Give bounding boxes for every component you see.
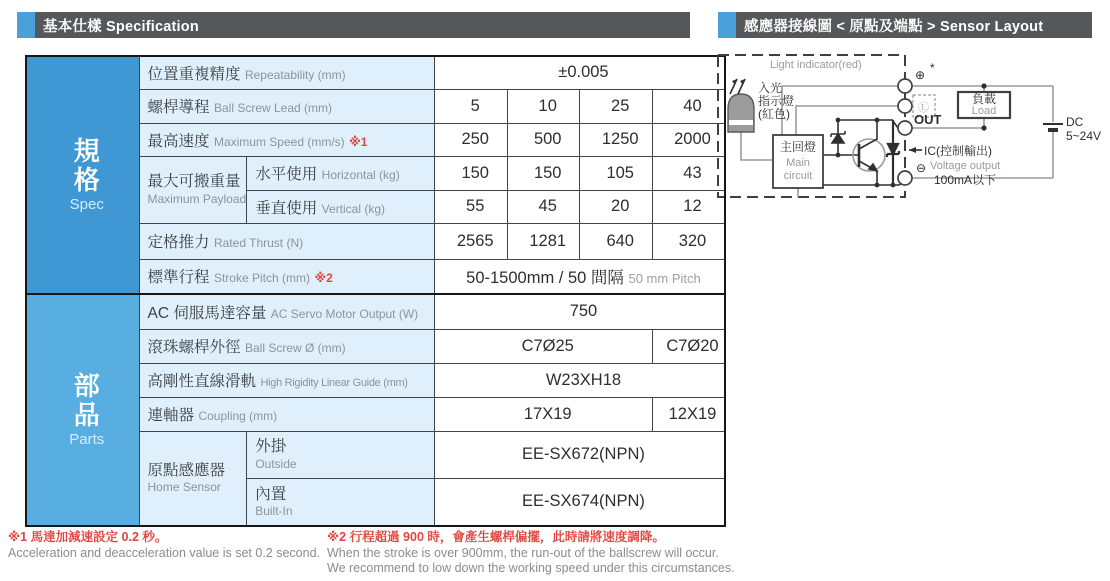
footnote-1-zh: ※1 馬達加減速設定 0.2 秒。 — [8, 530, 168, 544]
row-max-speed-label: 最高速度 Maximum Speed (mm/s) ※1 — [139, 123, 435, 156]
cell-value: 20 — [580, 190, 653, 223]
spec-title-zh: 基本仕樣 — [43, 18, 102, 35]
l-terminal-label: Ⓛ — [918, 102, 929, 114]
cell-value: C7Ø25 — [435, 329, 653, 363]
footnote-1 — [8, 530, 320, 561]
cell-value: 10 — [508, 89, 580, 123]
footnote-ref-2: ※2 — [314, 271, 333, 286]
minus-terminal-label: ⊖ — [916, 161, 927, 175]
section-parts — [26, 294, 139, 526]
cell-value: 2000 — [653, 123, 725, 156]
dc-voltage-label: 5~24V — [1066, 129, 1102, 143]
spec-header-title — [35, 15, 199, 36]
cell-value: 150 — [435, 156, 508, 190]
inner-circuit — [823, 120, 905, 185]
out-label: OUT — [914, 112, 942, 127]
home-sensor-outside-value: EE-SX672(NPN) — [435, 431, 725, 478]
row-builtin-label: 內置 Built-In — [247, 478, 435, 526]
cell-value: 12 — [653, 190, 725, 223]
led-label-line2: 指示燈 — [758, 94, 795, 108]
cell-value: 5 — [435, 89, 508, 123]
row-max-payload-group-label: 最大可搬重量 Maximum Payload — [139, 156, 247, 223]
servo-output-value: 750 — [435, 294, 725, 329]
row-horizontal-label: 水平使用 Horizontal (kg) — [247, 156, 435, 190]
cell-value: 500 — [508, 123, 580, 156]
cell-value: 320 — [653, 223, 725, 259]
terminal-minus — [898, 171, 912, 185]
plus-terminal-label: ⊕ — [915, 68, 926, 82]
cell-value: 45 — [508, 190, 580, 223]
voltage-output-label: Voltage output — [930, 160, 1001, 172]
row-stroke-pitch-label: 標準行程 Stroke Pitch (mm) ※2 — [139, 259, 435, 294]
row-outside-label: 外掛 Outside — [247, 431, 435, 478]
stroke-pitch-value: 50-1500mm / 50 間隔 50 mm Pitch — [435, 259, 725, 294]
repeatability-value: ±0.005 — [435, 56, 725, 89]
section-parts-en: Parts — [69, 430, 105, 448]
current-limit-label: 100mA以下 — [934, 173, 997, 187]
row-ballscrew-dia-label: 滾珠螺桿外徑 Ball Screw Ø (mm) — [139, 329, 435, 363]
ic-arrowhead-icon — [909, 147, 916, 153]
zener-diode-2 — [887, 120, 899, 185]
sensor-wiring-diagram — [712, 48, 1110, 238]
led-indicator-icon — [728, 79, 754, 132]
cell-value: 17X19 — [435, 397, 653, 431]
blue-square-icon — [718, 12, 736, 38]
row-ballscrew-lead-label: 螺桿導程 Ball Screw Lead (mm) — [139, 89, 435, 123]
sensor-layout-title: 感應器接線圖 < 原點及端點 > Sensor Layout — [744, 18, 1044, 35]
light-indicator-label: Light indicator(red) — [770, 59, 862, 71]
cell-value: 55 — [435, 190, 508, 223]
footnote-1-en: Acceleration and deacceleration value is set 0.2 second. — [8, 545, 320, 560]
row-rated-thrust-label: 定格推力 Rated Thrust (N) — [139, 223, 435, 259]
section-spec — [26, 56, 139, 294]
main-circuit-en2: circuit — [783, 170, 813, 182]
footnote-2-en2: We recommend to low down the working speed under this circumstances. — [327, 561, 735, 575]
cell-value: 12X19 — [653, 397, 725, 431]
footnote-2 — [327, 530, 735, 577]
spec-table — [25, 55, 726, 527]
cell-value: 640 — [580, 223, 653, 259]
led-label-line1: 入光 — [758, 81, 783, 95]
linear-guide-value: W23XH18 — [435, 363, 725, 397]
section-spec-en: Spec — [69, 195, 104, 213]
row-servo-output-label: AC 伺服馬達容量 AC Servo Motor Output (W) — [139, 294, 435, 329]
section-parts-zh: 部品 — [73, 371, 100, 430]
load-zh: 負載 — [971, 92, 997, 106]
section-spec-zh: 規格 — [73, 136, 100, 195]
cell-value: 1281 — [508, 223, 580, 259]
spec-title-en: Specification — [106, 18, 199, 35]
led-label-line3: (紅色) — [758, 107, 790, 121]
main-circuit-zh: 主回燈 — [779, 140, 817, 154]
home-sensor-builtin-value: EE-SX674(NPN) — [435, 478, 725, 526]
footnote-ref-1: ※1 — [349, 134, 368, 149]
cell-value: 40 — [653, 89, 725, 123]
cell-value: 105 — [580, 156, 653, 190]
cell-value: 2565 — [435, 223, 508, 259]
footnote-2-zh: ※2 行程超過 900 時，會產生螺桿偏擺，此時請將速度調降。 — [327, 530, 665, 544]
row-repeatability-label: 位置重複精度 Repeatability (mm) — [139, 56, 435, 89]
cell-value: C7Ø20 — [653, 329, 725, 363]
battery-icon — [1043, 124, 1063, 130]
cell-value: 250 — [435, 123, 508, 156]
spec-header-bar — [17, 12, 690, 38]
row-vertical-label: 垂直使用 Vertical (kg) — [247, 190, 435, 223]
asterisk-mark: * — [930, 61, 935, 75]
cell-value: 1250 — [580, 123, 653, 156]
row-coupling-label: 連軸器 Coupling (mm) — [139, 397, 435, 431]
terminal-l — [898, 99, 912, 113]
cell-value: 43 — [653, 156, 725, 190]
blue-square-icon — [17, 12, 35, 38]
terminal-out — [898, 121, 912, 135]
ic-output-label: IC(控制輸出) — [924, 144, 992, 158]
main-circuit-en1: Main — [786, 157, 810, 169]
sensor-layout-header-bar — [718, 12, 1092, 38]
footnote-2-en1: When the stroke is over 900mm, the run-out of the ballscrew will occur. — [327, 545, 719, 560]
load-en: Load — [971, 105, 997, 117]
dc-label: DC — [1066, 115, 1084, 129]
row-linear-guide-label: 高剛性直線滑軌 High Rigidity Linear Guide (mm) — [139, 363, 435, 397]
cell-value: 25 — [580, 89, 653, 123]
row-home-sensor-group-label: 原點感應器 Home Sensor — [139, 431, 247, 526]
terminal-plus — [898, 79, 912, 93]
cell-value: 150 — [508, 156, 580, 190]
